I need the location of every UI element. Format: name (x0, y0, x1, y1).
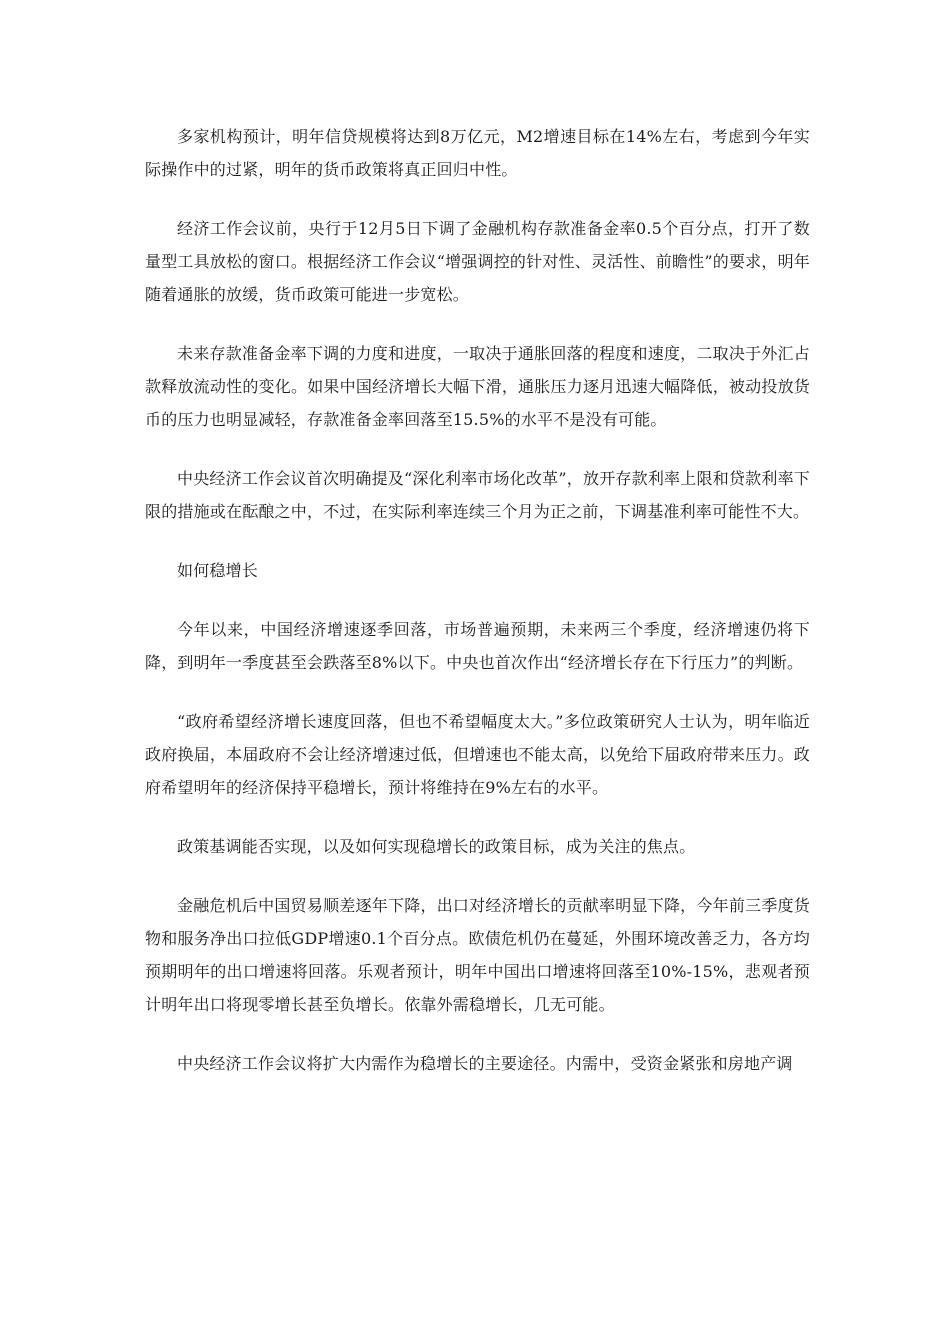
paragraph-policy-focus: 政策基调能否实现，以及如何实现稳增长的政策目标，成为关注的焦点。 (177, 837, 696, 856)
paragraph-domestic-demand: 中央经济工作会议将扩大内需作为稳增长的主要途径。内需中，受资金紧张和房地产调 (177, 1054, 793, 1073)
article-body (145, 120, 810, 1106)
paragraph-credit-forecast: 多家机构预计，明年信贷规模将达到8万亿元，M2增速目标在14%左右，考虑到今年实际操作中的过紧，明年的货币政策将真正回归中性。 (145, 127, 810, 179)
paragraph-interest-rate-reform: 中央经济工作会议首次明确提及“深化利率市场化改革”，放开存款利率上限和贷款利率下限的措施或在酝酿之中，不过，在实际利率连续三个月为正之前，下调基准利率可能性不大。 (145, 469, 810, 521)
paragraph-government-target: “政府希望经济增长速度回落，但也不希望幅度太大。”多位政策研究人士认为，明年临近政府换届，本届政府不会让经济增速过低，但增速也不能太高，以免给下届政府带来压力。政府希望明年的经济保持平稳增长，预计将维持在9%左右的水平。 (145, 712, 810, 797)
section-heading: 如何稳增长 (177, 561, 259, 580)
paragraph-exports: 金融危机后中国贸易顺差逐年下降，出口对经济增长的贡献率明显下降，今年前三季度货物和服务净出口拉低GDP增速0.1个百分点。欧债危机仍在蔓延，外围环境改善乏力，各方均预期明年的出口增速将回落。乐观者预计，明年中国出口增速将回落至10%-15%，悲观者预计明年出口将现零增长甚至负增长。依靠外需稳增长，几无可能。 (145, 896, 810, 1014)
paragraph-growth-slowdown: 今年以来，中国经济增速逐季回落，市场普遍预期，未来两三个季度，经济增速仍将下降，到明年一季度甚至会跌落至8%以下。中央也首次作出“经济增长存在下行压力”的判断。 (145, 620, 810, 672)
paragraph-reserve-ratio-cut: 经济工作会议前，央行于12月5日下调了金融机构存款准备金率0.5个百分点，打开了数量型工具放松的窗口。根据经济工作会议“增强调控的针对性、灵活性、前瞻性”的要求，明年随着通胀的放缓，货币政策可能进一步宽松。 (145, 219, 810, 304)
paragraph-reserve-outlook: 未来存款准备金率下调的力度和进度，一取决于通胀回落的程度和速度，二取决于外汇占款释放流动性的变化。如果中国经济增长大幅下滑，通胀压力逐月迅速大幅降低，被动投放货币的压力也明显减轻，存款准备金率回落至15.5%的水平不是没有可能。 (145, 344, 810, 429)
